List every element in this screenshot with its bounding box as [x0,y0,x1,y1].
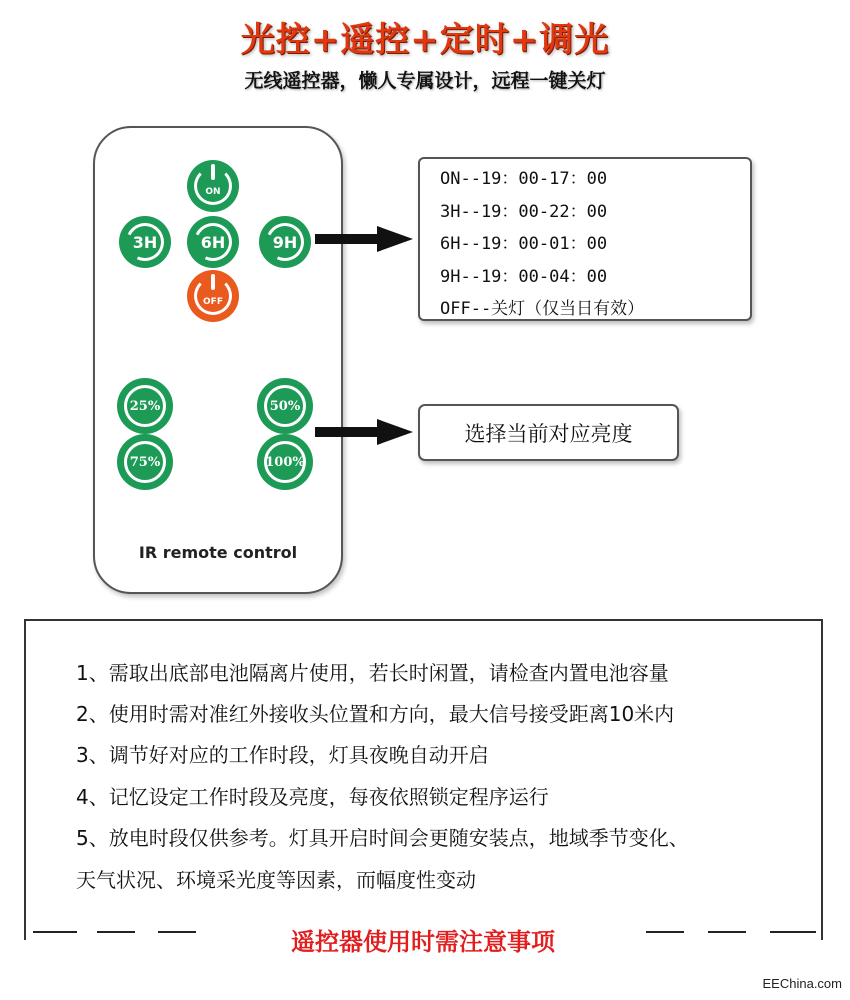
brightness-25-label: 25% [129,398,161,414]
schedule-line: 3H--19：00-22：00 [440,201,608,222]
brightness-note: 选择当前对应亮度 [418,404,679,461]
page-title: 光控+遥控+定时+调光 [240,20,610,60]
schedule-box [418,157,752,321]
note-item: 天气状况、环境采光度等因素，而幅度性变动 [76,868,476,892]
note-item: 4、记忆设定工作时段及亮度，每夜依照锁定程序运行 [76,785,549,809]
schedule-line: 9H--19：00-04：00 [440,266,608,287]
off-button[interactable] [187,270,239,322]
brightness-100-label: 100% [265,454,305,470]
timer-6h-button[interactable] [187,216,239,268]
page-subtitle: 无线遥控器，懒人专属设计，远程一键关灯 [244,70,606,92]
divider [646,931,684,933]
schedule-line: ON--19：00-17：00 [440,169,608,189]
notes-panel [24,619,823,940]
brightness-25-button[interactable] [117,378,173,434]
brightness-100-button[interactable] [257,434,313,490]
timer-3h-button[interactable] [119,216,171,268]
timer-9h-button[interactable] [259,216,311,268]
brightness-75-label: 75% [129,454,161,470]
divider [770,931,816,933]
arrow-right-icon [315,224,415,254]
divider [158,931,196,933]
divider [708,931,746,933]
notes-title: 遥控器使用时需注意事项 [291,928,555,956]
watermark: EEChina.com [762,976,842,991]
note-item: 3、调节好对应的工作时段，灯具夜晚自动开启 [76,743,489,767]
on-button-label: ON [205,187,221,197]
timer-6h-label: 6H [200,232,226,252]
divider [33,931,77,933]
remote-control [93,126,343,594]
schedule-line: OFF--关灯（仅当日有效） [440,299,645,319]
on-button[interactable] [187,160,239,212]
brightness-50-button[interactable] [257,378,313,434]
note-item: 5、放电时段仅供参考。灯具开启时间会更随安装点，地域季节变化、 [76,826,689,850]
timer-3h-label: 3H [132,232,158,252]
divider [97,931,135,933]
note-item: 1、需取出底部电池隔离片使用，若长时闲置，请检查内置电池容量 [76,661,669,685]
schedule-line: 6H--19：00-01：00 [440,234,608,254]
off-button-label: OFF [203,297,223,307]
arrow-right-icon [315,417,415,447]
note-item: 2、使用时需对准红外接收头位置和方向，最大信号接受距离10米内 [76,702,675,726]
timer-9h-label: 9H [272,232,298,252]
brightness-75-button[interactable] [117,434,173,490]
brightness-50-label: 50% [269,398,301,414]
remote-label: IR remote control [138,543,298,562]
